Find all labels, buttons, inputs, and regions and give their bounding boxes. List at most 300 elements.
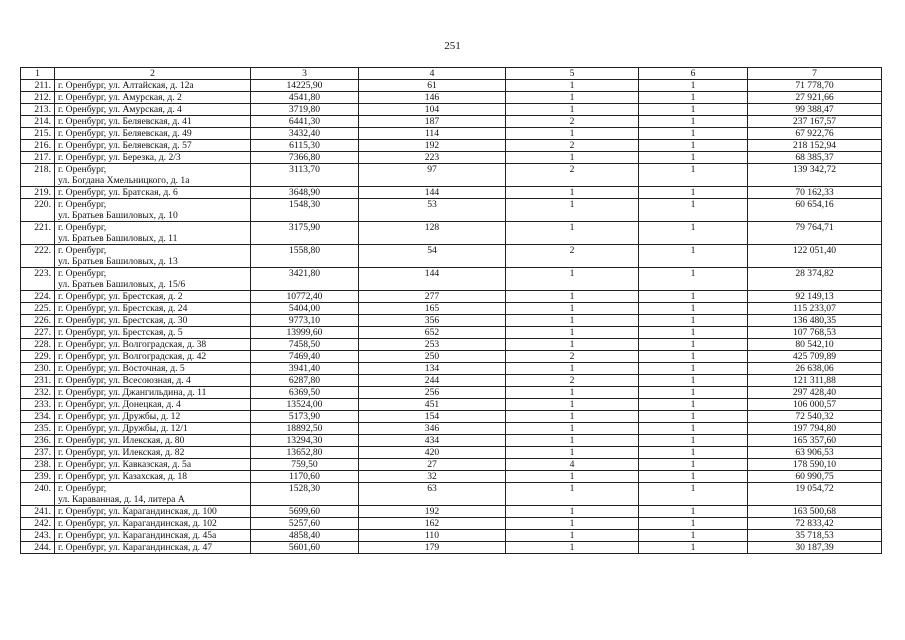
col3-value: 1548,30 [251, 199, 359, 222]
page-number: 251 [444, 40, 461, 52]
col5-value: 1 [506, 291, 639, 303]
address-cell [55, 315, 251, 327]
table-row [21, 187, 882, 199]
col4-value: 420 [359, 447, 506, 459]
col4-value: 146 [359, 92, 506, 104]
address-line: г. Оренбург, [58, 222, 107, 233]
col4-value: 32 [359, 471, 506, 483]
address-cell [55, 411, 251, 423]
col5-value: 1 [506, 315, 639, 327]
col3-value: 13652,80 [251, 447, 359, 459]
col6-value: 1 [639, 187, 748, 199]
row-number: 227. [21, 327, 55, 339]
table-row [21, 542, 882, 554]
column-header: 3 [251, 68, 359, 80]
address-cell [55, 506, 251, 518]
address-line: г. Оренбург, ул. Карагандинская, д. 100 [58, 506, 217, 517]
col5-value: 1 [506, 387, 639, 399]
col7-value: 92 149,13 [748, 291, 882, 303]
col7-value: 68 385,37 [748, 152, 882, 164]
row-number: 221. [21, 222, 55, 245]
col4-value: 277 [359, 291, 506, 303]
col3-value: 6369,50 [251, 387, 359, 399]
housing-register-table [20, 67, 882, 554]
col6-value: 1 [639, 327, 748, 339]
row-number: 224. [21, 291, 55, 303]
table-row [21, 303, 882, 315]
col5-value: 2 [506, 164, 639, 187]
address-line: ул. Братьев Башиловых, д. 11 [58, 233, 178, 244]
address-cell [55, 164, 251, 187]
col3-value: 7366,80 [251, 152, 359, 164]
table-row [21, 435, 882, 447]
row-number: 222. [21, 245, 55, 268]
col6-value: 1 [639, 447, 748, 459]
col6-value: 1 [639, 92, 748, 104]
row-number: 220. [21, 199, 55, 222]
col6-value: 1 [639, 483, 748, 506]
address-line: г. Оренбург, ул. Брестская, д. 5 [58, 327, 183, 338]
col4-value: 356 [359, 315, 506, 327]
col6-value: 1 [639, 80, 748, 92]
col3-value: 5699,60 [251, 506, 359, 518]
table-row [21, 363, 882, 375]
col6-value: 1 [639, 268, 748, 291]
row-number: 212. [21, 92, 55, 104]
address-cell [55, 423, 251, 435]
table-row [21, 530, 882, 542]
col4-value: 97 [359, 164, 506, 187]
col4-value: 54 [359, 245, 506, 268]
table-row [21, 268, 882, 291]
row-number: 223. [21, 268, 55, 291]
col4-value: 114 [359, 128, 506, 140]
col6-value: 1 [639, 459, 748, 471]
address-line: г. Оренбург, ул. Карагандинская, д. 45а [58, 530, 217, 541]
col4-value: 27 [359, 459, 506, 471]
table-row [21, 199, 882, 222]
col4-value: 104 [359, 104, 506, 116]
col7-value: 136 480,35 [748, 315, 882, 327]
table-row [21, 351, 882, 363]
address-cell [55, 483, 251, 506]
row-number: 236. [21, 435, 55, 447]
row-number: 215. [21, 128, 55, 140]
col7-value: 70 162,33 [748, 187, 882, 199]
address-cell [55, 104, 251, 116]
col5-value: 2 [506, 375, 639, 387]
col5-value: 1 [506, 199, 639, 222]
address-line: г. Оренбург, ул. Карагандинская, д. 102 [58, 518, 217, 529]
table-row [21, 140, 882, 152]
table-row [21, 411, 882, 423]
col7-value: 28 374,82 [748, 268, 882, 291]
table-row [21, 222, 882, 245]
col5-value: 1 [506, 363, 639, 375]
row-number: 241. [21, 506, 55, 518]
address-cell [55, 199, 251, 222]
address-cell [55, 387, 251, 399]
col3-value: 3113,70 [251, 164, 359, 187]
col5-value: 1 [506, 399, 639, 411]
col7-value: 63 906,53 [748, 447, 882, 459]
col6-value: 1 [639, 506, 748, 518]
col7-value: 19 054,72 [748, 483, 882, 506]
table-row [21, 245, 882, 268]
col7-value: 26 638,06 [748, 363, 882, 375]
col6-value: 1 [639, 530, 748, 542]
row-number: 239. [21, 471, 55, 483]
col3-value: 3175,90 [251, 222, 359, 245]
col6-value: 1 [639, 518, 748, 530]
address-line: ул. Караванная, д. 14, литера А [58, 494, 185, 505]
col3-value: 10772,40 [251, 291, 359, 303]
col6-value: 1 [639, 411, 748, 423]
row-number: 240. [21, 483, 55, 506]
address-line: г. Оренбург, ул. Амурская, д. 4 [58, 104, 182, 115]
address-line: г. Оренбург, ул. Дружбы, д. 12 [58, 411, 181, 422]
col4-value: 253 [359, 339, 506, 351]
col5-value: 1 [506, 303, 639, 315]
table-row [21, 339, 882, 351]
col4-value: 179 [359, 542, 506, 554]
col3-value: 3432,40 [251, 128, 359, 140]
address-cell [55, 116, 251, 128]
col5-value: 1 [506, 268, 639, 291]
address-line: г. Оренбург, ул. Беляевская, д. 57 [58, 140, 192, 151]
address-line: г. Оренбург, ул. Волгоградская, д. 42 [58, 351, 207, 362]
address-line: г. Оренбург, ул. Джангильдина, д. 11 [58, 387, 207, 398]
row-number: 237. [21, 447, 55, 459]
col6-value: 1 [639, 116, 748, 128]
column-header: 2 [55, 68, 251, 80]
address-line: г. Оренбург, ул. Всесоюзная, д. 4 [58, 375, 191, 386]
col4-value: 61 [359, 80, 506, 92]
table-row [21, 327, 882, 339]
address-line: г. Оренбург, [58, 245, 107, 256]
address-cell [55, 303, 251, 315]
col7-value: 297 428,40 [748, 387, 882, 399]
col6-value: 1 [639, 542, 748, 554]
column-header: 6 [639, 68, 748, 80]
col4-value: 162 [359, 518, 506, 530]
col7-value: 139 342,72 [748, 164, 882, 187]
col3-value: 4858,40 [251, 530, 359, 542]
col3-value: 759,50 [251, 459, 359, 471]
address-line: г. Оренбург, ул. Восточная, д. 5 [58, 363, 185, 374]
col5-value: 2 [506, 351, 639, 363]
col3-value: 3941,40 [251, 363, 359, 375]
address-cell [55, 187, 251, 199]
col5-value: 1 [506, 483, 639, 506]
col4-value: 144 [359, 268, 506, 291]
address-line: г. Оренбург, ул. Казахская, д. 18 [58, 471, 188, 482]
col3-value: 14225,90 [251, 80, 359, 92]
col5-value: 1 [506, 80, 639, 92]
address-line: г. Оренбург, ул. Братская, д. 6 [58, 187, 178, 198]
col5-value: 2 [506, 116, 639, 128]
table-row [21, 447, 882, 459]
col3-value: 5404,00 [251, 303, 359, 315]
address-line: г. Оренбург, ул. Беляевская, д. 49 [58, 128, 192, 139]
col5-value: 1 [506, 411, 639, 423]
col6-value: 1 [639, 222, 748, 245]
col5-value: 1 [506, 152, 639, 164]
address-cell [55, 268, 251, 291]
table-row [21, 152, 882, 164]
row-number: 230. [21, 363, 55, 375]
col6-value: 1 [639, 423, 748, 435]
col5-value: 1 [506, 128, 639, 140]
col6-value: 1 [639, 471, 748, 483]
table-row [21, 423, 882, 435]
col3-value: 6441,30 [251, 116, 359, 128]
table-body [21, 68, 882, 554]
row-number: 216. [21, 140, 55, 152]
col5-value: 1 [506, 339, 639, 351]
column-number-row [21, 68, 882, 80]
address-line: г. Оренбург, ул. Донецкая, д. 4 [58, 399, 181, 410]
col5-value: 1 [506, 423, 639, 435]
table-row [21, 459, 882, 471]
col3-value: 3648,90 [251, 187, 359, 199]
col7-value: 35 718,53 [748, 530, 882, 542]
col7-value: 72 833,42 [748, 518, 882, 530]
col7-value: 165 357,60 [748, 435, 882, 447]
address-cell [55, 351, 251, 363]
col7-value: 121 311,88 [748, 375, 882, 387]
col3-value: 1170,60 [251, 471, 359, 483]
col5-value: 1 [506, 506, 639, 518]
col6-value: 1 [639, 387, 748, 399]
col7-value: 163 500,68 [748, 506, 882, 518]
col7-value: 79 764,71 [748, 222, 882, 245]
col3-value: 5257,60 [251, 518, 359, 530]
col5-value: 1 [506, 327, 639, 339]
col5-value: 1 [506, 222, 639, 245]
col5-value: 1 [506, 435, 639, 447]
col4-value: 451 [359, 399, 506, 411]
table-row [21, 164, 882, 187]
address-cell [55, 80, 251, 92]
col3-value: 13524,00 [251, 399, 359, 411]
address-line: г. Оренбург, [58, 483, 107, 494]
col3-value: 4541,80 [251, 92, 359, 104]
address-line: г. Оренбург, ул. Волгоградская, д. 38 [58, 339, 207, 350]
col5-value: 1 [506, 447, 639, 459]
col7-value: 30 187,39 [748, 542, 882, 554]
address-line: г. Оренбург, ул. Дружбы, д. 12/1 [58, 423, 188, 434]
address-line: г. Оренбург, ул. Брестская, д. 24 [58, 303, 188, 314]
address-line: г. Оренбург, [58, 164, 107, 175]
address-line: ул. Братьев Башиловых, д. 10 [58, 210, 178, 221]
row-number: 219. [21, 187, 55, 199]
col7-value: 425 709,89 [748, 351, 882, 363]
col6-value: 1 [639, 315, 748, 327]
col5-value: 1 [506, 530, 639, 542]
col4-value: 53 [359, 199, 506, 222]
address-line: ул. Братьев Башиловых, д. 15/6 [58, 279, 186, 290]
table-row [21, 315, 882, 327]
col7-value: 115 233,07 [748, 303, 882, 315]
col7-value: 178 590,10 [748, 459, 882, 471]
address-line: г. Оренбург, ул. Алтайская, д. 12а [58, 80, 194, 91]
address-line: г. Оренбург, ул. Беляевская, д. 41 [58, 116, 192, 127]
address-line: г. Оренбург, ул. Илекская, д. 80 [58, 435, 185, 446]
row-number: 217. [21, 152, 55, 164]
col6-value: 1 [639, 351, 748, 363]
col3-value: 9773,10 [251, 315, 359, 327]
row-number: 229. [21, 351, 55, 363]
col6-value: 1 [639, 104, 748, 116]
col6-value: 1 [639, 164, 748, 187]
col3-value: 1558,80 [251, 245, 359, 268]
address-cell [55, 245, 251, 268]
col4-value: 346 [359, 423, 506, 435]
col3-value: 13294,30 [251, 435, 359, 447]
col6-value: 1 [639, 291, 748, 303]
address-cell [55, 128, 251, 140]
col4-value: 250 [359, 351, 506, 363]
col6-value: 1 [639, 152, 748, 164]
col5-value: 1 [506, 471, 639, 483]
address-line: г. Оренбург, [58, 268, 107, 279]
col4-value: 128 [359, 222, 506, 245]
address-line: г. Оренбург, ул. Брестская, д. 2 [58, 291, 183, 302]
row-number: 211. [21, 80, 55, 92]
col3-value: 3421,80 [251, 268, 359, 291]
col6-value: 1 [639, 363, 748, 375]
col3-value: 6287,80 [251, 375, 359, 387]
table-row [21, 506, 882, 518]
table-row [21, 104, 882, 116]
column-header: 5 [506, 68, 639, 80]
col4-value: 144 [359, 187, 506, 199]
col5-value: 2 [506, 140, 639, 152]
col6-value: 1 [639, 303, 748, 315]
address-line: ул. Богдана Хмельницкого, д. 1а [58, 175, 190, 186]
col4-value: 192 [359, 506, 506, 518]
row-number: 226. [21, 315, 55, 327]
col5-value: 4 [506, 459, 639, 471]
col4-value: 244 [359, 375, 506, 387]
col4-value: 192 [359, 140, 506, 152]
address-cell [55, 327, 251, 339]
address-cell [55, 92, 251, 104]
col7-value: 197 794,80 [748, 423, 882, 435]
col7-value: 237 167,57 [748, 116, 882, 128]
address-cell [55, 363, 251, 375]
col3-value: 1528,30 [251, 483, 359, 506]
col5-value: 1 [506, 104, 639, 116]
col7-value: 107 768,53 [748, 327, 882, 339]
col6-value: 1 [639, 375, 748, 387]
row-number: 213. [21, 104, 55, 116]
col4-value: 110 [359, 530, 506, 542]
table-row [21, 483, 882, 506]
table-row [21, 387, 882, 399]
table-row [21, 80, 882, 92]
address-cell [55, 459, 251, 471]
address-cell [55, 435, 251, 447]
row-number: 218. [21, 164, 55, 187]
col4-value: 154 [359, 411, 506, 423]
row-number: 235. [21, 423, 55, 435]
address-cell [55, 339, 251, 351]
address-line: г. Оренбург, [58, 199, 107, 210]
col7-value: 60 990,75 [748, 471, 882, 483]
col7-value: 122 051,40 [748, 245, 882, 268]
col7-value: 71 778,70 [748, 80, 882, 92]
address-line: г. Оренбург, ул. Брестская, д. 30 [58, 315, 188, 326]
address-line: ул. Братьев Башиловых, д. 13 [58, 256, 178, 267]
row-number: 225. [21, 303, 55, 315]
col3-value: 18892,50 [251, 423, 359, 435]
address-line: г. Оренбург, ул. Березка, д. 2/3 [58, 152, 181, 163]
address-cell [55, 447, 251, 459]
col5-value: 1 [506, 518, 639, 530]
row-number: 228. [21, 339, 55, 351]
col5-value: 1 [506, 187, 639, 199]
col4-value: 223 [359, 152, 506, 164]
table-row [21, 471, 882, 483]
col7-value: 67 922,76 [748, 128, 882, 140]
col7-value: 60 654,16 [748, 199, 882, 222]
row-number: 231. [21, 375, 55, 387]
table-row [21, 92, 882, 104]
col6-value: 1 [639, 245, 748, 268]
col7-value: 106 000,57 [748, 399, 882, 411]
col7-value: 80 542,10 [748, 339, 882, 351]
col6-value: 1 [639, 399, 748, 411]
row-number: 214. [21, 116, 55, 128]
address-cell [55, 152, 251, 164]
col3-value: 7458,50 [251, 339, 359, 351]
col6-value: 1 [639, 435, 748, 447]
table-row [21, 399, 882, 411]
row-number: 232. [21, 387, 55, 399]
col4-value: 434 [359, 435, 506, 447]
row-number: 242. [21, 518, 55, 530]
col7-value: 72 540,32 [748, 411, 882, 423]
column-header: 1 [21, 68, 55, 80]
col4-value: 256 [359, 387, 506, 399]
row-number: 234. [21, 411, 55, 423]
address-line: г. Оренбург, ул. Кавказская, д. 5а [58, 459, 192, 470]
address-cell [55, 291, 251, 303]
col3-value: 5173,90 [251, 411, 359, 423]
table-row [21, 291, 882, 303]
address-cell [55, 222, 251, 245]
row-number: 233. [21, 399, 55, 411]
col6-value: 1 [639, 140, 748, 152]
column-header: 7 [748, 68, 882, 80]
row-number: 244. [21, 542, 55, 554]
col6-value: 1 [639, 128, 748, 140]
col4-value: 187 [359, 116, 506, 128]
col7-value: 27 921,66 [748, 92, 882, 104]
col4-value: 134 [359, 363, 506, 375]
col3-value: 7469,40 [251, 351, 359, 363]
col6-value: 1 [639, 199, 748, 222]
col3-value: 3719,80 [251, 104, 359, 116]
row-number: 243. [21, 530, 55, 542]
col6-value: 1 [639, 339, 748, 351]
col4-value: 652 [359, 327, 506, 339]
address-cell [55, 530, 251, 542]
col5-value: 2 [506, 245, 639, 268]
address-cell [55, 140, 251, 152]
